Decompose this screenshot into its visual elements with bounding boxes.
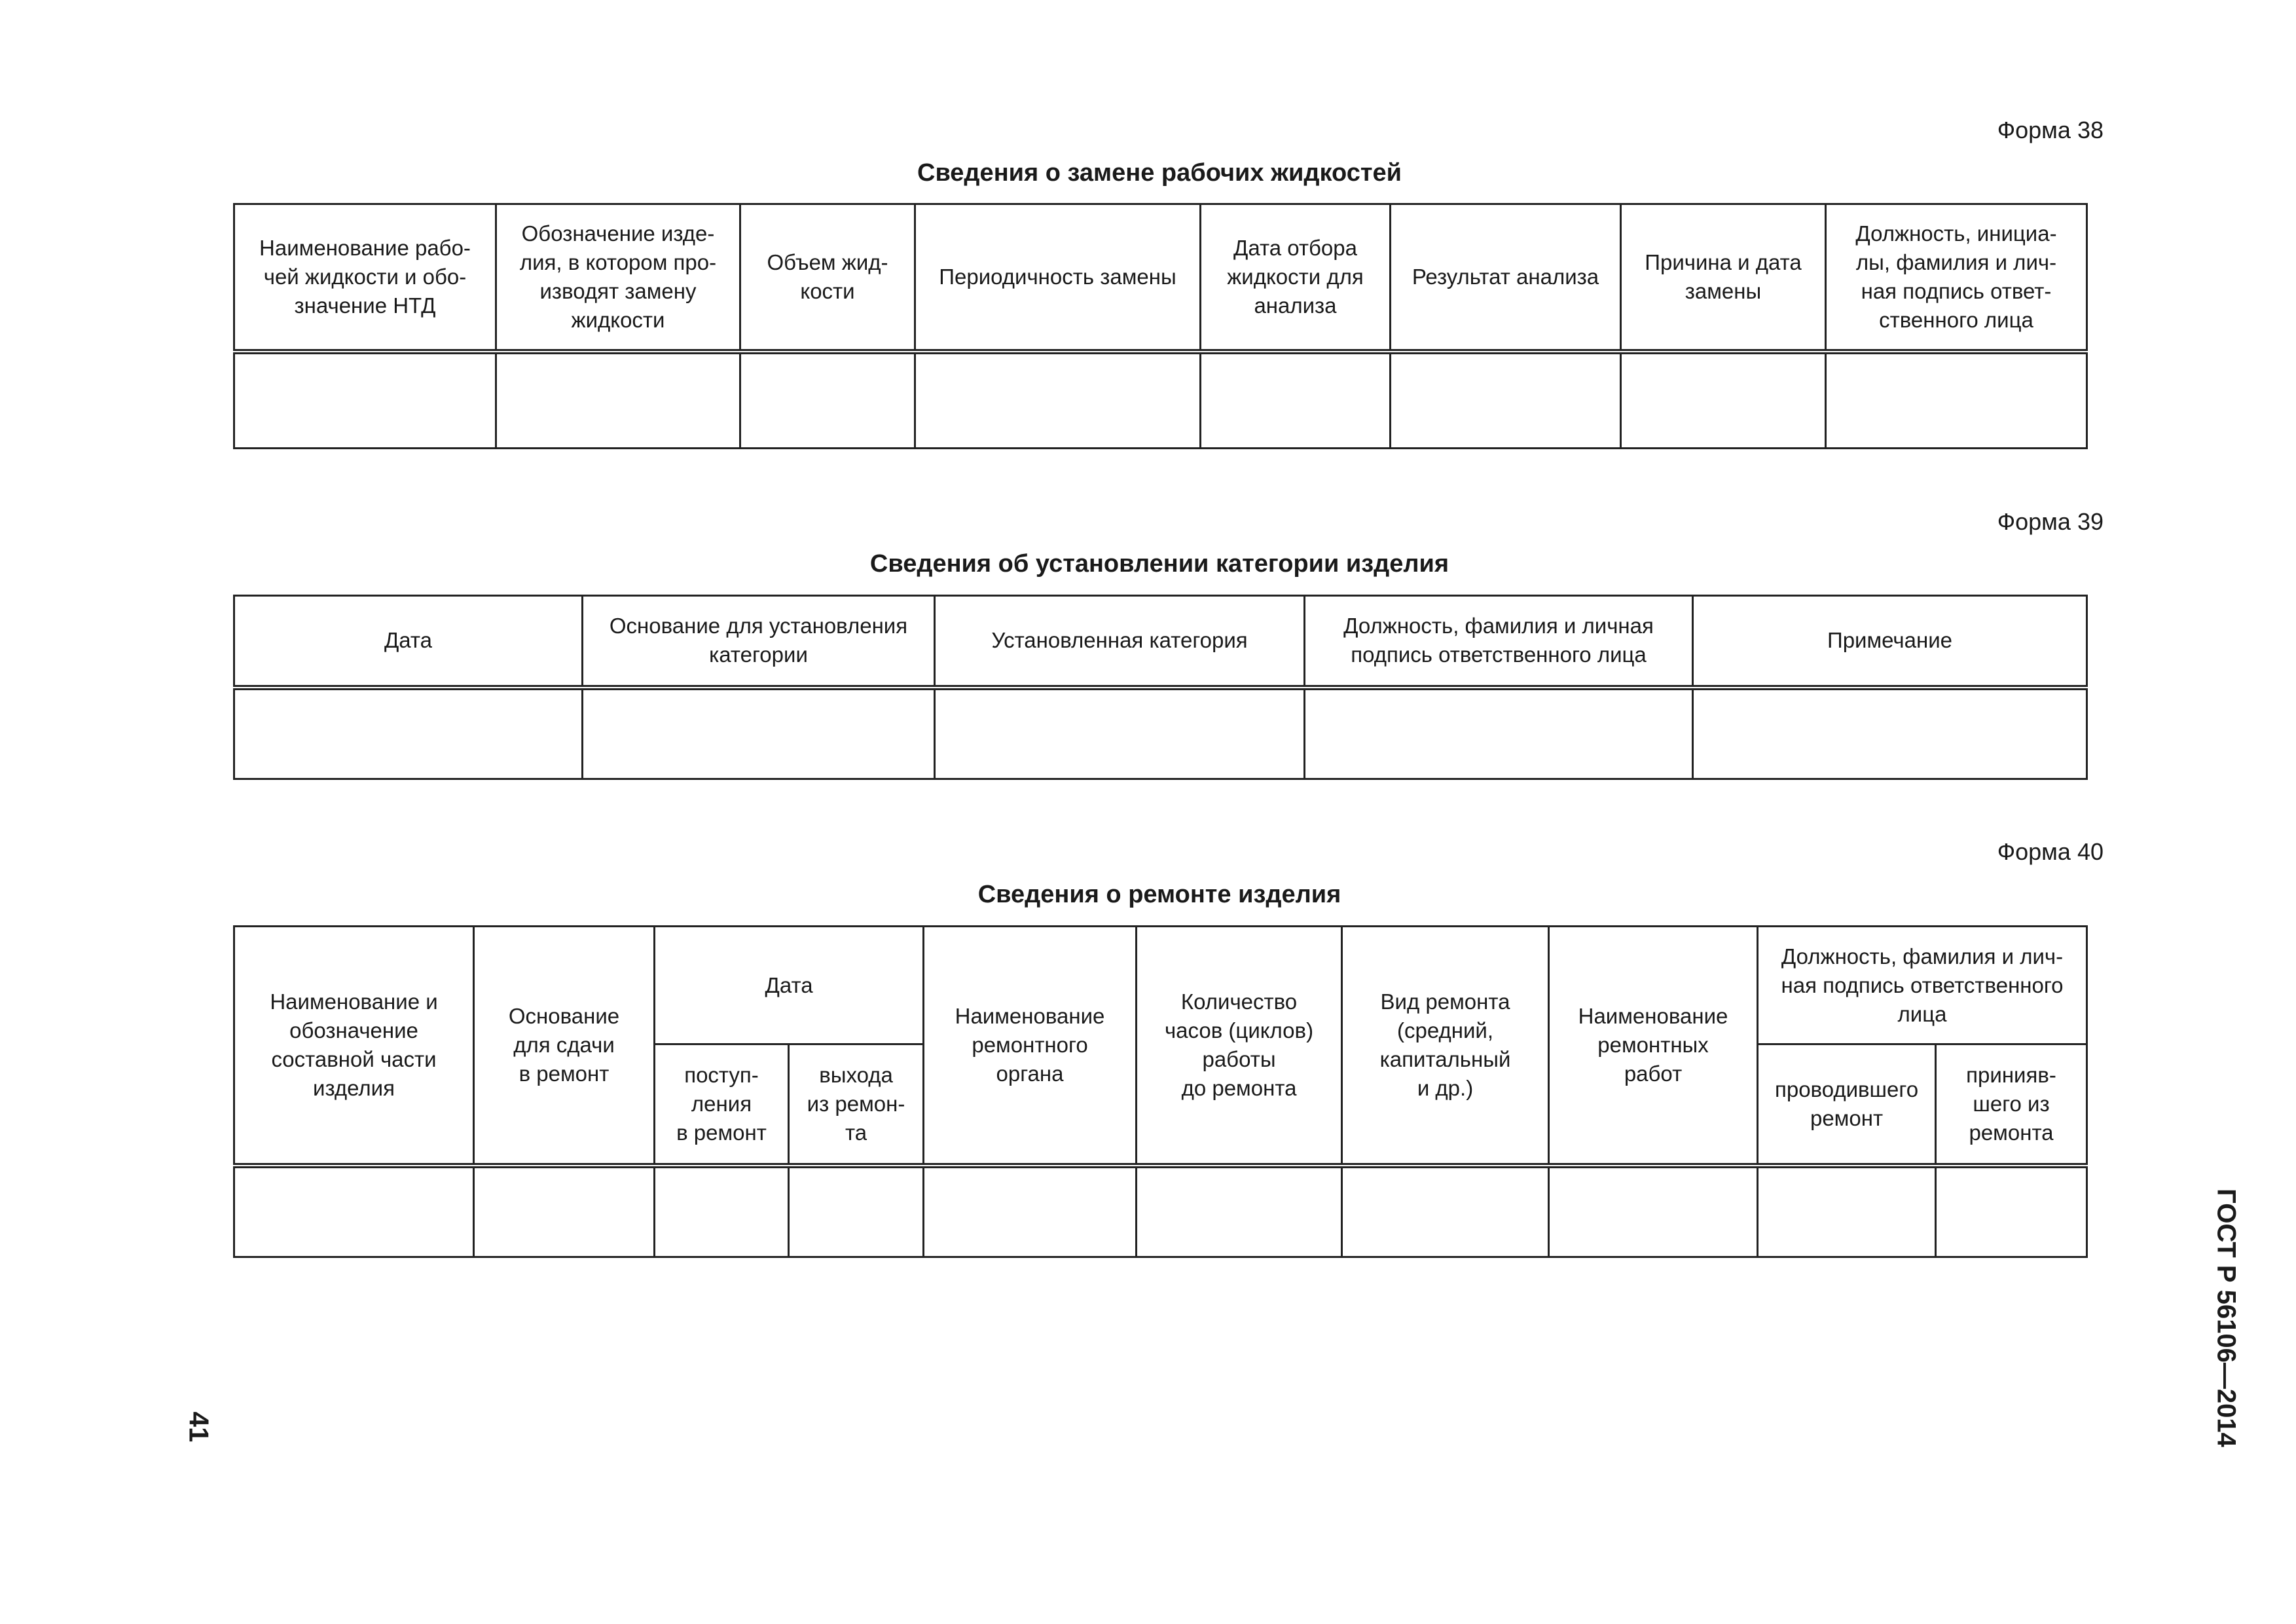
header-repair-works: Наименование ремонтных работ [1549,927,1758,1166]
header-reason-date: Причина и дата замены [1621,204,1826,352]
table-row [234,688,2087,779]
header-repair-basis: Основание для сдачи в ремонт [474,927,655,1166]
form-39-table [233,595,2088,780]
empty-cell[interactable] [1391,352,1621,449]
empty-cell[interactable] [1201,352,1391,449]
header-fluid-volume: Объем жид- кости [740,204,915,352]
empty-cell[interactable] [935,688,1305,779]
form-38-title: Сведения о замене рабочих жидкостей [917,159,1402,187]
form-40-table [233,925,2088,1258]
empty-cell[interactable] [1693,688,2087,779]
empty-cell[interactable] [1342,1166,1549,1257]
empty-cell[interactable] [789,1166,924,1257]
header-repair-type: Вид ремонта (средний, капитальный и др.) [1342,927,1549,1166]
header-repair-organization: Наименование ремонтного органа [924,927,1137,1166]
form-40-label: Форма 40 [1997,838,2104,865]
header-date-released: выхода из ремон- та [789,1044,924,1166]
empty-cell[interactable] [924,1166,1137,1257]
form-38-table [233,203,2088,449]
form-40-title: Сведения о ремонте изделия [977,881,1341,908]
empty-cell[interactable] [1826,352,2087,449]
empty-cell[interactable] [474,1166,655,1257]
empty-cell[interactable] [583,688,935,779]
empty-cell[interactable] [234,1166,474,1257]
table-row [234,352,2087,449]
header-date-received: поступ- ления в ремонт [655,1044,789,1166]
page-number: 41 [183,1411,215,1443]
form-39-label: Форма 39 [1997,508,2104,535]
empty-cell[interactable] [655,1166,789,1257]
header-responsible-person: Должность, инициа- лы, фамилия и лич- ная подпись ответ- ственного лица [1826,204,2087,352]
empty-cell[interactable] [1936,1166,2087,1257]
header-responsible-person: Должность, фамилия и личная подпись ответственного лица [1305,596,1693,688]
header-analysis-result: Результат анализа [1391,204,1621,352]
empty-cell[interactable] [234,352,496,449]
header-component-name: Наименование и обозначение составной части изделия [234,927,474,1166]
empty-cell[interactable] [915,352,1201,449]
header-operating-hours: Количество часов (циклов) работы до ремонта [1137,927,1342,1166]
header-assigned-category: Установленная категория [935,596,1305,688]
header-fluid-name: Наименование рабо- чей жидкости и обо- значение НТД [234,204,496,352]
header-responsible-person: Должность, фамилия и лич- ная подпись ответственного лица [1758,927,2087,1044]
header-date: Дата [655,927,924,1044]
empty-cell[interactable] [1549,1166,1758,1257]
header-date: Дата [234,596,583,688]
header-product-designation: Обозначение изде- лия, в котором про- изводят замену жидкости [496,204,740,352]
empty-cell[interactable] [496,352,740,449]
table-row [234,1166,2087,1257]
standard-designation: ГОСТ Р 56106—2014 [2212,1189,2241,1447]
empty-cell[interactable] [1758,1166,1936,1257]
form-38-label: Форма 38 [1997,117,2104,143]
header-replacement-period: Периодичность замены [915,204,1201,352]
header-performed-repair: проводившего ремонт [1758,1044,1936,1166]
empty-cell[interactable] [1137,1166,1342,1257]
empty-cell[interactable] [234,688,583,779]
header-sampling-date: Дата отбора жидкости для анализа [1201,204,1391,352]
header-note: Примечание [1693,596,2087,688]
empty-cell[interactable] [1305,688,1693,779]
empty-cell[interactable] [1621,352,1826,449]
empty-cell[interactable] [740,352,915,449]
header-accepted-repair: принияв- шего из ремонта [1936,1044,2087,1166]
header-category-basis: Основание для установления категории [583,596,935,688]
form-39-title: Сведения об установлении категории изделия [869,550,1449,578]
